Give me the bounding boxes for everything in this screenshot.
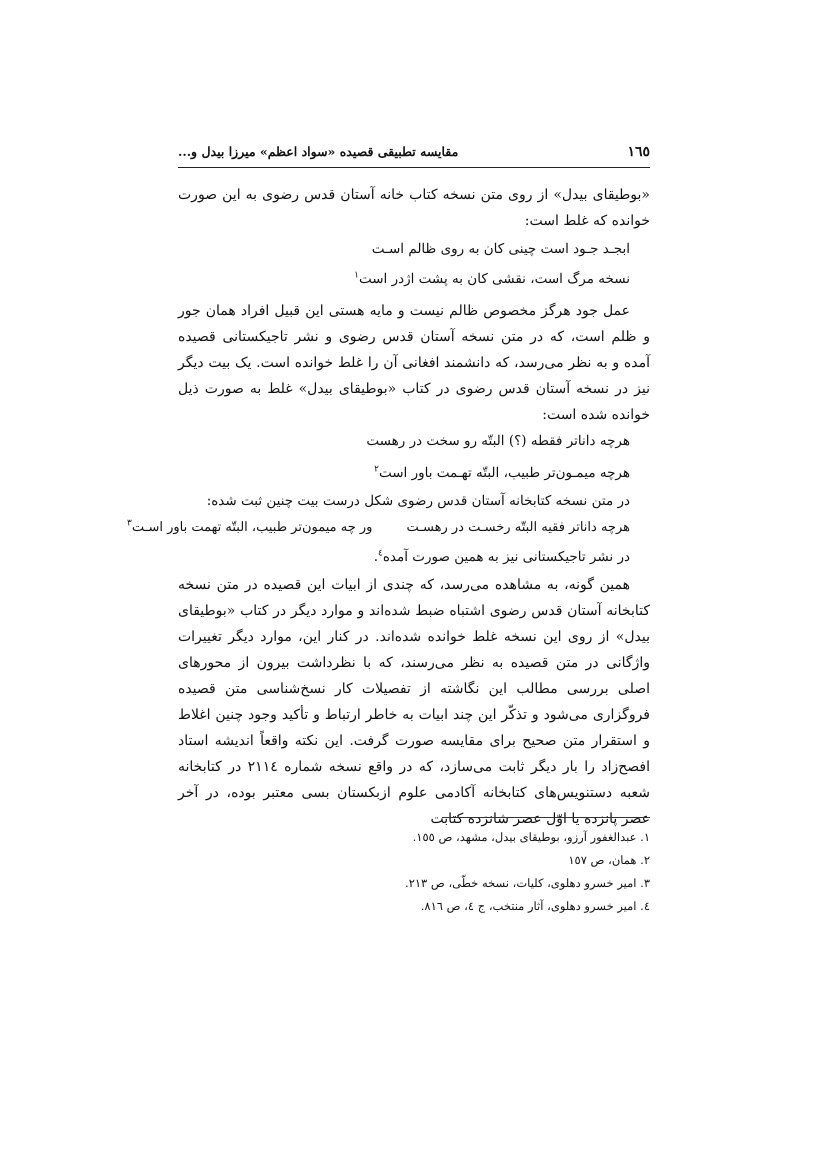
paragraph-5: همین گونه، به مشاهده می‌رسد، که چندی از ابیات این قصیده در متن نسخه کتابخانه آستان قدس رضوی اشتباه ضبط شده‌اند و موارد دیگر در کتاب «بوطیقای بیدل» از روی این نسخه غلط خوانده شده‌اند. در کنار این، موارد دیگر تغییرات واژگانی در متن قصیده به نظر می‌رسند، که با نظرداشت بیرون از محورهای اصلی بررسی مطالب این نگاشته از تفصیلات کار نسخ‌شناسی متن قصیده فروگزاری می‌شود و تذکّر این چند ابیات به خاطر ارتباط و تأکید وجود چنین اغلاط و استقرار متن صحیح برای مقایسه صورت گرفت. این نکته واقعاً اندیشه استاد افصح‌زاد را بار دیگر ثابت می‌سازد، که در واقع نسخه شماره ٢١١٤ در کتابخانه شعبه دستنویس‌های کتابخانه آکادمی علوم ازبکستان بسی معتبر بوده، در آخر عصر پانزده یا اوّل عصر شانزده کتابت <box>178 577 650 827</box>
footnote-ref-1: ١ <box>354 270 359 281</box>
footnote-2: ٢. همان، ص ١٥٧ <box>568 853 650 867</box>
verse-2-line-2: هرچه میمـون‌تر طبیب، البتّه تهـمت باور است$^٢$ <box>374 464 630 481</box>
verse-3 <box>127 514 650 542</box>
footnote-rule <box>442 817 650 818</box>
paragraph-4: در نشر تاجیکستانی نیز به همین صورت آمده$^٤$. <box>373 548 630 565</box>
footnote-1: ١. عبدالغفور آرزو، بوطیقای بیدل، مشهد، ص ١٥٥. <box>412 830 650 844</box>
footnote-3: ٣. امیر خسرو دهلوی، کلیات، نسخه خطّی، ص ٢١٣. <box>405 876 650 890</box>
running-title: مقایسه تطبیقی قصیده «سواد اعظم» میرزا بیدل و... <box>178 144 459 159</box>
verse-2-line-1: هرچه داناتر فقطه (؟) البتّه رو سخت در رهست <box>366 433 630 449</box>
body-text <box>127 182 650 832</box>
paragraph-1: «بوطیقای بیدل» از روی متن نسخه کتاب خانه آستان قدس رضوی به این صورت خوانده که غلط است: <box>178 187 650 229</box>
footnote-4: ٤. امیر خسرو دهلوی، آثار منتخب، ج ٤، ص ٨١٦. <box>420 899 650 913</box>
header-rule <box>178 167 650 168</box>
footnote-ref-2: ٢ <box>374 464 379 475</box>
footnote-ref-3: ٣ <box>127 518 132 529</box>
footnote-ref-4: ٤ <box>377 548 383 559</box>
verse-1-line-2: نسخه مرگ است، نقشی کان به پشت اژدر است$^١$ <box>354 270 630 287</box>
paragraph-3: در متن نسخه کتابخانه آستان قدس رضوی شکل درست بیت چنین ثبت شده: <box>206 493 630 509</box>
footnotes <box>178 826 650 918</box>
verse-1-line-1: ابجـد جـود است چینی کان به روی ظالم اسـت <box>371 241 630 257</box>
running-header <box>178 142 650 166</box>
verse-3-hemistich-1: هرچه داناتر فقیه البتّه رخسـت در رهسـت <box>406 520 630 535</box>
page-number: ١٦٥ <box>627 144 650 160</box>
verse-3-hemistich-2: ور چه میمون‌تر طبیب، البتّه تهمت باور اسـت <box>131 520 373 535</box>
paragraph-2: عمل جود هرگز مخصوص ظالم نیست و مایه هستی این قبیل افراد همان جور و ظلم است، که در متن نسخه آستان قدس رضوی و نشر تاجیکستانی قصیده آمده و به نظر می‌رسد، که دانشمند افغانی آن را غلط خوانده است. یک بیت دیگر نیز در نسخه آستان قدس رضوی در کتاب «بوطیقای بیدل» غلط به صورت ذیل خوانده شده است: <box>178 303 650 423</box>
